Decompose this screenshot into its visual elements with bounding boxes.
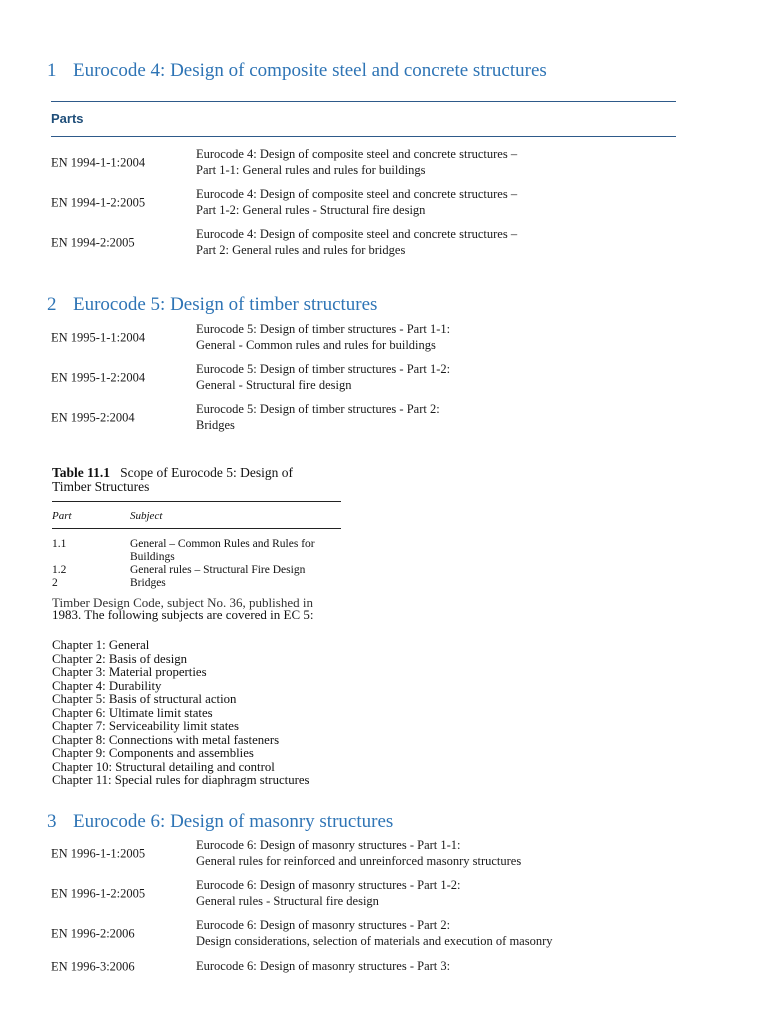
section-3-heading [47,811,393,833]
list-item: Chapter 8: Connections with metal fasteners [52,732,280,747]
list-item: Chapter 3: Material properties [52,665,207,679]
table-row [51,186,691,220]
description-line: Eurocode 4: Design of composite steel and concrete structures – [196,147,518,161]
description-line: Eurocode 5: Design of timber structures - Part 1-1: [196,322,451,336]
scan-part: 1.2 [52,564,67,576]
standard-description [196,958,450,974]
description-line: Eurocode 6: Design of masonry structures - Part 3: [196,959,451,973]
standard-description [196,226,517,258]
standard-code: EN 1996-2:2006 [51,926,135,941]
description-line: Part 2: General rules and rules for bridges [196,243,406,257]
section-2-title: Eurocode 5: Design of timber structures [73,294,378,315]
standard-code: EN 1996-1-2:2005 [51,886,146,901]
standard-description [196,321,450,353]
section-1-title: Eurocode 4: Design of composite steel and concrete structures [73,60,547,81]
description-line: Eurocode 6: Design of masonry structures - Part 2: [196,918,451,932]
list-item: Chapter 4: Durability [52,678,162,693]
table-row [51,401,691,435]
scan-table-title-line: Scope of Eurocode 5: Design of [120,465,293,480]
standard-description [196,877,461,909]
list-item: Chapter 9: Components and assemblies [52,746,254,760]
list-item: Chapter 6: Ultimate limit states [52,705,213,720]
section-1-heading [47,60,547,82]
table-row [51,877,691,911]
scan-rule [52,501,341,502]
scan-subject [130,538,315,564]
table-row [51,321,691,355]
list-item: Chapter 11: Special rules for diaphragm structures [52,773,310,787]
section-3-number: 3 [47,811,57,832]
description-line: Eurocode 5: Design of timber structures - Part 1-2: [196,362,451,376]
description-line: Part 1-1: General rules and rules for buildings [196,163,426,177]
standard-description [196,361,450,393]
section-3-title: Eurocode 6: Design of masonry structures [73,811,394,832]
table-row [51,146,691,180]
description-line: Eurocode 4: Design of composite steel and concrete structures – [196,187,518,201]
description-line: General - Structural fire design [196,378,352,392]
scan-col-subject: Subject [130,510,163,522]
scan-subject: Bridges [130,577,166,589]
description-line: Eurocode 4: Design of composite steel and concrete structures – [196,227,518,241]
list-item: Chapter 5: Basis of structural action [52,692,237,706]
description-line: Bridges [196,418,235,432]
scan-rule [52,528,341,529]
table-row [51,917,691,951]
standard-description [196,917,553,949]
description-line: Part 1-2: General rules - Structural fire design [196,203,426,217]
standard-code: EN 1995-2:2004 [51,410,135,425]
parts-label: Parts [51,111,84,126]
standard-description [196,146,517,178]
description-line: Design considerations, selection of materials and execution of masonry [196,934,553,948]
scan-part: 1.1 [52,538,67,550]
description-line: Eurocode 5: Design of timber structures - Part 2: [196,402,440,416]
list-item: Chapter 2: Basis of design [52,651,188,666]
description-line: General rules - Structural fire design [196,894,379,908]
scan-subject-line: Buildings [130,551,175,563]
section-2-heading [47,294,377,316]
scan-subject-line: General – Common Rules and Rules for [130,538,315,550]
description-line: Eurocode 6: Design of masonry structures - Part 1-2: [196,878,461,892]
standard-description [196,837,521,869]
standard-code: EN 1994-2:2005 [51,235,135,250]
standard-code: EN 1995-1-1:2004 [51,330,146,345]
table-row [51,837,691,871]
list-item: Chapter 10: Structural detailing and control [52,759,275,774]
list-item: Chapter 7: Serviceability limit states [52,719,239,733]
scan-col-part: Part [52,510,72,522]
table-row [51,958,691,976]
table-row [51,361,691,395]
table-row [51,226,691,260]
scan-table-title [52,466,293,494]
list-item: Chapter 1: General [52,638,150,652]
description-line: Eurocode 6: Design of masonry structures - Part 1-1: [196,838,461,852]
standard-description [196,186,517,218]
standard-code: EN 1996-3:2006 [51,959,135,974]
standard-code: EN 1995-1-2:2004 [51,370,146,385]
parts-bottom-rule [51,136,676,137]
section-2-number: 2 [47,294,57,315]
scan-subject: General rules – Structural Fire Design [130,564,306,576]
scan-part: 2 [52,577,58,589]
parts-top-rule [51,101,676,102]
scan-intro: 1983. The following subjects are covered in EC 5: [52,607,314,622]
standard-code: EN 1994-1-1:2004 [51,155,146,170]
standard-code: EN 1994-1-2:2005 [51,195,146,210]
description-line: General - Common rules and rules for buildings [196,338,436,352]
section-1-number: 1 [47,60,57,81]
scan-cut-text: Timber Design Code, subject No. 36, published in [52,595,313,610]
standard-description [196,401,440,433]
standard-code: EN 1996-1-1:2005 [51,846,146,861]
scan-table-title-line: Timber Structures [52,479,150,494]
scan-table-label: Table 11.1 [52,465,111,480]
chapter-list [52,639,310,788]
description-line: General rules for reinforced and unreinforced masonry structures [196,854,522,868]
